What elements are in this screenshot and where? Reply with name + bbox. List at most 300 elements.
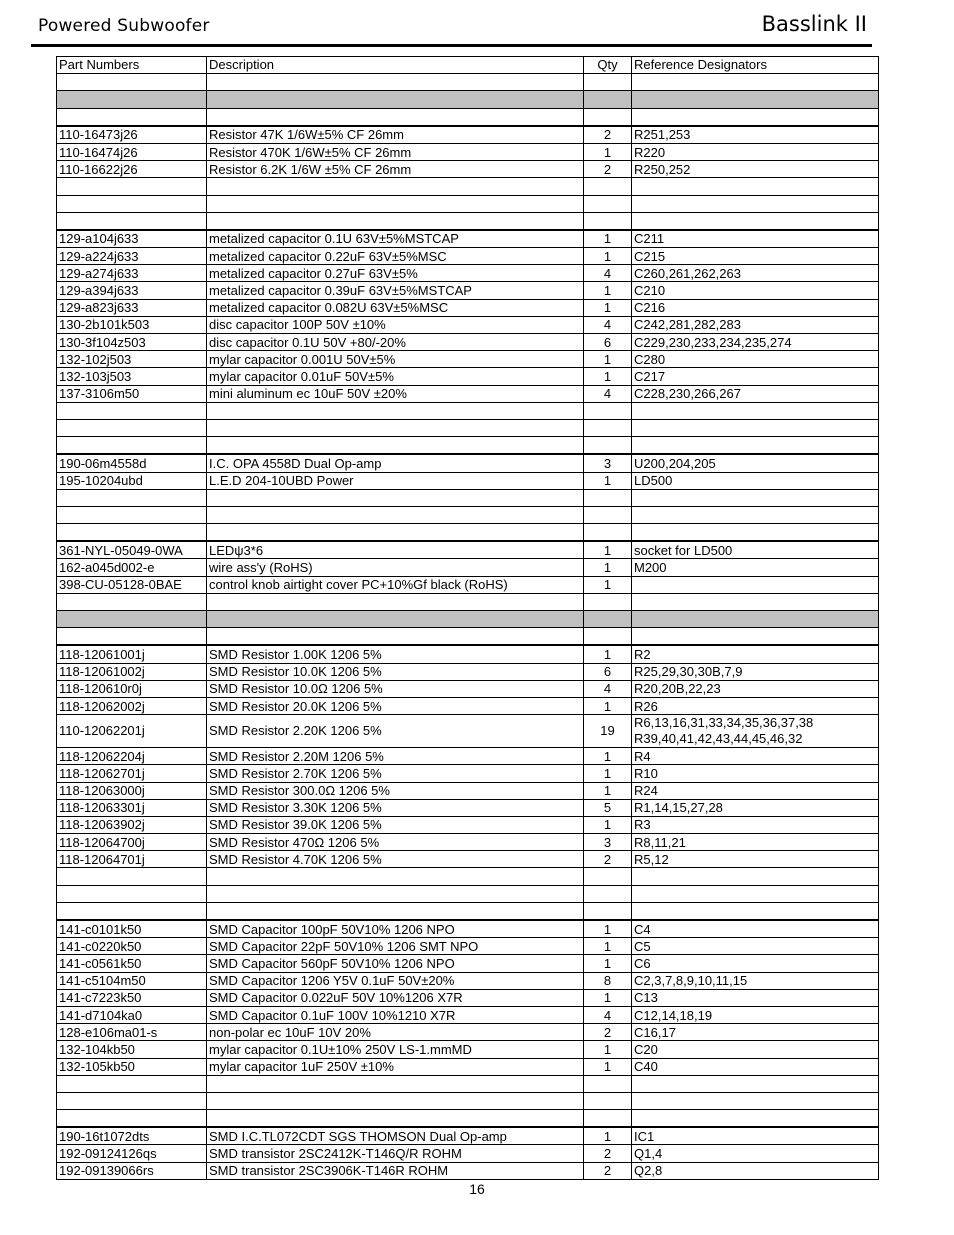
description-cell [207,178,584,195]
description-cell: SMD transistor 2SC3906K-T146R ROHM [207,1162,584,1179]
qty-cell: 5 [584,799,632,816]
qty-cell: 2 [584,126,632,144]
part-number-cell: 118-12061001j [57,645,207,663]
reference-designators-cell [632,74,879,91]
description-cell: metalized capacitor 0.39uF 63V±5%MSTCAP [207,282,584,299]
reference-designators-cell: C211 [632,230,879,248]
qty-cell: 1 [584,351,632,368]
table-row [57,1162,879,1179]
description-cell: SMD Resistor 10.0Ω 1206 5% [207,680,584,697]
description-cell [207,506,584,523]
part-number-cell: 132-102j503 [57,351,207,368]
table-row [57,368,879,385]
part-number-cell: 110-12062201j [57,715,207,748]
description-cell: metalized capacitor 0.1U 63V±5%MSTCAP [207,230,584,248]
qty-cell: 1 [584,1058,632,1075]
reference-designators-cell: R1,14,15,27,28 [632,799,879,816]
description-cell [207,108,584,126]
table-row [57,816,879,833]
table-row [57,1092,879,1109]
table-row [57,1041,879,1058]
description-cell [207,1075,584,1092]
reference-designators-cell: R4 [632,748,879,765]
part-number-cell [57,91,207,108]
qty-cell: 1 [584,472,632,489]
qty-cell: 1 [584,782,632,799]
qty-cell: 1 [584,282,632,299]
qty-cell: 2 [584,161,632,178]
qty-cell: 1 [584,248,632,265]
reference-designators-cell [632,885,879,902]
table-row [57,212,879,230]
table-row [57,748,879,765]
description-cell: metalized capacitor 0.082U 63V±5%MSC [207,299,584,316]
table-row [57,697,879,714]
qty-cell [584,108,632,126]
qty-cell: 4 [584,385,632,402]
part-number-cell: 132-105kb50 [57,1058,207,1075]
reference-designators-cell [632,1075,879,1092]
part-number-cell: 128-e106ma01-s [57,1024,207,1041]
qty-cell [584,506,632,523]
table-body [57,74,879,1180]
part-number-cell: 118-12063000j [57,782,207,799]
reference-designators-cell: C242,281,282,283 [632,316,879,333]
qty-cell [584,178,632,195]
table-row [57,1075,879,1092]
part-number-cell [57,611,207,628]
table-row [57,161,879,178]
qty-cell: 1 [584,816,632,833]
reference-designators-cell: R8,11,21 [632,834,879,851]
table-row [57,489,879,506]
description-cell: SMD Resistor 3.30K 1206 5% [207,799,584,816]
part-number-cell [57,885,207,902]
reference-designators-cell [632,402,879,419]
part-number-cell: 141-d7104ka0 [57,1006,207,1023]
qty-cell [584,1092,632,1109]
part-number-cell [57,902,207,920]
reference-designators-cell [632,593,879,610]
qty-cell: 1 [584,955,632,972]
reference-designators-cell: R20,20B,22,23 [632,680,879,697]
qty-cell: 3 [584,454,632,472]
description-cell: disc capacitor 0.1U 50V +80/-20% [207,334,584,351]
description-cell: SMD Resistor 10.0K 1206 5% [207,663,584,680]
description-cell: SMD Resistor 470Ω 1206 5% [207,834,584,851]
table-row [57,230,879,248]
table-row [57,559,879,576]
description-cell: metalized capacitor 0.27uF 63V±5% [207,265,584,282]
qty-cell [584,1075,632,1092]
part-number-cell: 129-a274j633 [57,265,207,282]
reference-designators-cell: R2 [632,645,879,663]
reference-designators-cell [632,489,879,506]
part-number-cell [57,489,207,506]
description-cell [207,402,584,419]
qty-cell [584,195,632,212]
reference-designators-cell [632,91,879,108]
part-number-cell: 195-10204ubd [57,472,207,489]
description-cell: SMD Capacitor 560pF 50V10% 1206 NPO [207,955,584,972]
qty-cell: 1 [584,541,632,559]
part-number-cell: 118-12063902j [57,816,207,833]
description-cell: Resistor 47K 1/6W±5% CF 26mm [207,126,584,144]
part-number-cell: 110-16473j26 [57,126,207,144]
column-header-qty: Qty [584,57,632,74]
table-row [57,402,879,419]
description-cell [207,902,584,920]
description-cell [207,593,584,610]
qty-cell: 1 [584,920,632,938]
part-number-cell: 129-a823j633 [57,299,207,316]
description-cell: metalized capacitor 0.22uF 63V±5%MSC [207,248,584,265]
description-cell: SMD Resistor 1.00K 1206 5% [207,645,584,663]
reference-designators-cell [632,506,879,523]
qty-cell [584,91,632,108]
description-cell [207,74,584,91]
description-cell: SMD Resistor 2.20M 1206 5% [207,748,584,765]
qty-cell [584,489,632,506]
qty-cell: 1 [584,938,632,955]
description-cell: SMD Capacitor 0.022uF 50V 10%1206 X7R [207,989,584,1006]
qty-cell: 1 [584,1127,632,1145]
part-number-cell [57,1110,207,1128]
table-row [57,576,879,593]
qty-cell: 1 [584,368,632,385]
qty-cell: 8 [584,972,632,989]
reference-designators-cell: R220 [632,143,879,160]
table-row [57,524,879,542]
table-row [57,680,879,697]
part-number-cell: 137-3106m50 [57,385,207,402]
description-cell: SMD Resistor 20.0K 1206 5% [207,697,584,714]
reference-designators-cell: C6 [632,955,879,972]
table-row [57,265,879,282]
description-cell [207,91,584,108]
description-cell: disc capacitor 100P 50V ±10% [207,316,584,333]
reference-designators-cell: Q2,8 [632,1162,879,1179]
table-row [57,1127,879,1145]
table-row [57,74,879,91]
part-number-cell [57,506,207,523]
table-header-row [57,57,879,74]
reference-designators-cell: R6,13,16,31,33,34,35,36,37,38 R39,40,41,42,43,44,45,46,32 [632,715,879,748]
reference-designators-cell: C4 [632,920,879,938]
description-cell [207,212,584,230]
description-cell [207,1110,584,1128]
part-number-cell [57,628,207,646]
qty-cell [584,593,632,610]
description-cell: I.C. OPA 4558D Dual Op-amp [207,454,584,472]
reference-designators-cell: C20 [632,1041,879,1058]
reference-designators-cell: C13 [632,989,879,1006]
reference-designators-cell: Q1,4 [632,1145,879,1162]
reference-designators-cell [632,868,879,885]
part-number-cell: 110-16474j26 [57,143,207,160]
reference-designators-cell: C12,14,18,19 [632,1006,879,1023]
part-number-cell [57,108,207,126]
qty-cell [584,524,632,542]
qty-cell: 2 [584,1145,632,1162]
reference-designators-cell: R250,252 [632,161,879,178]
part-number-cell [57,1075,207,1092]
description-cell [207,1092,584,1109]
description-cell: SMD I.C.TL072CDT SGS THOMSON Dual Op-amp [207,1127,584,1145]
table-row [57,1110,879,1128]
reference-designators-cell [632,524,879,542]
part-number-cell: 141-c7223k50 [57,989,207,1006]
description-cell [207,437,584,455]
reference-designators-cell [632,108,879,126]
reference-designators-cell [632,576,879,593]
column-header-description: Description [207,57,584,74]
reference-designators-cell [632,902,879,920]
qty-cell: 2 [584,1162,632,1179]
part-number-cell: 141-c0101k50 [57,920,207,938]
part-number-cell: 129-a394j633 [57,282,207,299]
reference-designators-cell [632,611,879,628]
part-number-cell: 190-06m4558d [57,454,207,472]
reference-designators-cell [632,212,879,230]
part-number-cell: 162-a045d002-e [57,559,207,576]
reference-designators-cell [632,419,879,436]
table-row [57,248,879,265]
part-number-cell: 118-12063301j [57,799,207,816]
reference-designators-cell: M200 [632,559,879,576]
table-row [57,437,879,455]
part-number-cell: 129-a104j633 [57,230,207,248]
description-cell: LEDψ3*6 [207,541,584,559]
description-cell: wire ass'y (RoHS) [207,559,584,576]
table-row [57,541,879,559]
product-name: Basslink II [761,12,867,36]
table-row [57,765,879,782]
table-row [57,351,879,368]
reference-designators-cell: C5 [632,938,879,955]
qty-cell: 1 [584,143,632,160]
reference-designators-cell [632,178,879,195]
table-row [57,385,879,402]
description-cell: non-polar ec 10uF 10V 20% [207,1024,584,1041]
qty-cell: 1 [584,299,632,316]
description-cell: mylar capacitor 0.001U 50V±5% [207,351,584,368]
part-number-cell: 141-c0220k50 [57,938,207,955]
description-cell [207,524,584,542]
table-row [57,834,879,851]
qty-cell: 1 [584,559,632,576]
column-header-part-numbers: Part Numbers [57,57,207,74]
qty-cell: 4 [584,1006,632,1023]
qty-cell: 4 [584,680,632,697]
table-row [57,506,879,523]
part-number-cell: 129-a224j633 [57,248,207,265]
table-row [57,851,879,868]
part-number-cell: 132-103j503 [57,368,207,385]
reference-designators-cell: C229,230,233,234,235,274 [632,334,879,351]
qty-cell [584,885,632,902]
table-row [57,920,879,938]
part-number-cell: 118-12064700j [57,834,207,851]
table-row [57,989,879,1006]
table-row [57,178,879,195]
description-cell: L.E.D 204-10UBD Power [207,472,584,489]
qty-cell [584,212,632,230]
qty-cell: 3 [584,834,632,851]
part-number-cell [57,868,207,885]
qty-cell [584,437,632,455]
part-number-cell: 118-12061002j [57,663,207,680]
column-header-reference-designators: Reference Designators [632,57,879,74]
table-row [57,645,879,663]
part-number-cell [57,74,207,91]
table-row [57,316,879,333]
reference-designators-cell: socket for LD500 [632,541,879,559]
table-row [57,299,879,316]
qty-cell: 2 [584,851,632,868]
part-number-cell: 118-12062002j [57,697,207,714]
description-cell: SMD Resistor 2.20K 1206 5% [207,715,584,748]
description-cell [207,868,584,885]
description-cell: Resistor 6.2K 1/6W ±5% CF 26mm [207,161,584,178]
parts-table [56,56,879,1180]
table-row [57,955,879,972]
table-row [57,334,879,351]
reference-designators-cell: IC1 [632,1127,879,1145]
qty-cell: 1 [584,576,632,593]
description-cell: SMD Resistor 39.0K 1206 5% [207,816,584,833]
qty-cell: 1 [584,230,632,248]
qty-cell [584,419,632,436]
description-cell: Resistor 470K 1/6W±5% CF 26mm [207,143,584,160]
table-row [57,126,879,144]
description-cell [207,611,584,628]
table-row [57,143,879,160]
reference-designators-cell [632,628,879,646]
description-cell: SMD Resistor 300.0Ω 1206 5% [207,782,584,799]
table-row [57,454,879,472]
reference-designators-cell: C210 [632,282,879,299]
table-row [57,91,879,108]
part-number-cell: 192-09124126qs [57,1145,207,1162]
table-row [57,799,879,816]
reference-designators-cell: R251,253 [632,126,879,144]
page-number: 16 [469,1181,485,1197]
qty-cell [584,611,632,628]
qty-cell [584,902,632,920]
description-cell: SMD Capacitor 1206 Y5V 0.1uF 50V±20% [207,972,584,989]
table-row [57,628,879,646]
part-number-cell: 361-NYL-05049-0WA [57,541,207,559]
reference-designators-cell: C280 [632,351,879,368]
reference-designators-cell: U200,204,205 [632,454,879,472]
part-number-cell: 130-3f104z503 [57,334,207,351]
reference-designators-cell [632,195,879,212]
part-number-cell [57,419,207,436]
description-cell [207,628,584,646]
table-row [57,1058,879,1075]
reference-designators-cell [632,437,879,455]
description-cell: SMD Resistor 4.70K 1206 5% [207,851,584,868]
reference-designators-cell: R5,12 [632,851,879,868]
document-title: Powered Subwoofer [38,16,210,36]
table-row [57,1006,879,1023]
qty-cell [584,628,632,646]
table-row [57,938,879,955]
table-row [57,663,879,680]
description-cell [207,195,584,212]
table-row [57,1145,879,1162]
part-number-cell [57,195,207,212]
qty-cell [584,1110,632,1128]
reference-designators-cell: C216 [632,299,879,316]
table-row [57,868,879,885]
part-number-cell: 190-16t1072dts [57,1127,207,1145]
table-row [57,782,879,799]
part-number-cell: 110-16622j26 [57,161,207,178]
table-row [57,885,879,902]
qty-cell: 4 [584,316,632,333]
part-number-cell: 398-CU-05128-0BAE [57,576,207,593]
table-row [57,715,879,748]
table-row [57,1024,879,1041]
part-number-cell: 118-12062701j [57,765,207,782]
reference-designators-cell: C2,3,7,8,9,10,11,15 [632,972,879,989]
qty-cell [584,402,632,419]
description-cell: control knob airtight cover PC+10%Gf black (RoHS) [207,576,584,593]
description-cell: mini aluminum ec 10uF 50V ±20% [207,385,584,402]
reference-designators-cell: R24 [632,782,879,799]
qty-cell: 6 [584,334,632,351]
part-number-cell: 118-120610r0j [57,680,207,697]
table-row [57,593,879,610]
description-cell [207,885,584,902]
description-cell: SMD Resistor 2.70K 1206 5% [207,765,584,782]
reference-designators-cell: C40 [632,1058,879,1075]
reference-designators-cell: R26 [632,697,879,714]
part-number-cell [57,402,207,419]
table-row [57,902,879,920]
part-number-cell [57,593,207,610]
qty-cell: 1 [584,748,632,765]
reference-designators-cell: C16,17 [632,1024,879,1041]
qty-cell: 2 [584,1024,632,1041]
reference-designators-cell: C260,261,262,263 [632,265,879,282]
part-number-cell [57,524,207,542]
description-cell [207,489,584,506]
qty-cell: 6 [584,663,632,680]
qty-cell: 1 [584,765,632,782]
reference-designators-cell: C217 [632,368,879,385]
qty-cell [584,868,632,885]
qty-cell: 1 [584,645,632,663]
table-row [57,972,879,989]
part-number-cell: 118-12064701j [57,851,207,868]
reference-designators-cell: C215 [632,248,879,265]
description-cell: mylar capacitor 0.01uF 50V±5% [207,368,584,385]
description-cell: SMD Capacitor 0.1uF 100V 10%1210 X7R [207,1006,584,1023]
description-cell [207,419,584,436]
table-row [57,282,879,299]
part-number-cell: 141-c5104m50 [57,972,207,989]
part-number-cell: 132-104kb50 [57,1041,207,1058]
table-row [57,472,879,489]
reference-designators-cell: R3 [632,816,879,833]
qty-cell: 1 [584,1041,632,1058]
part-number-cell [57,1092,207,1109]
part-number-cell: 130-2b101k503 [57,316,207,333]
table-row [57,108,879,126]
